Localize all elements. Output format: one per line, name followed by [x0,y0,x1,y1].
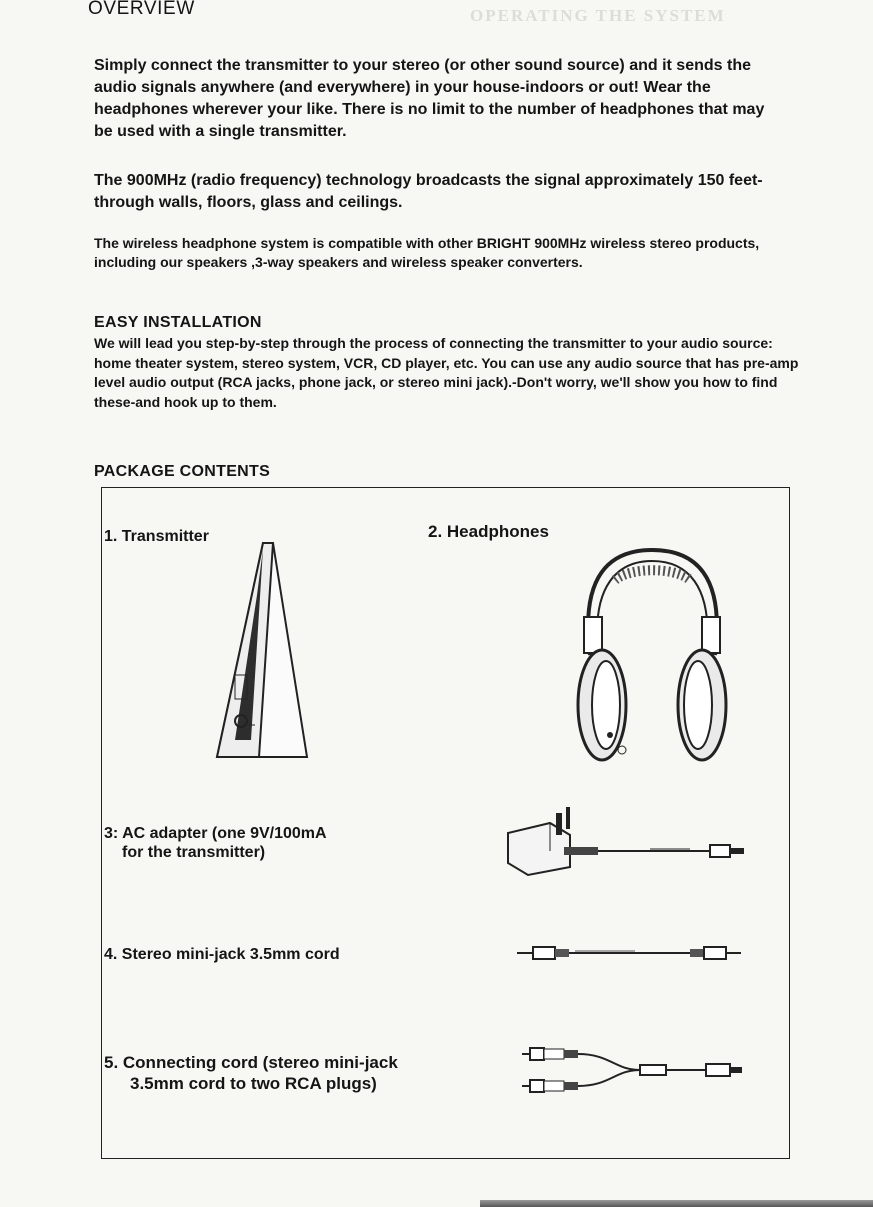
item-mini-jack-cord-label: 4. Stereo mini-jack 3.5mm cord [104,946,340,963]
scan-edge-shadow [480,1200,873,1207]
headphones-illustration [570,545,735,770]
item-ac-adapter-label-line1: 3: AC adapter (one 9V/100mA [104,825,327,842]
item-rca-cord-label-line2: 3.5mm cord to two RCA plugs) [130,1074,377,1093]
overview-paragraph-1: Simply connect the transmitter to your stereo (or other sound source) and it sends the audio signals anywhere (and everywhere) in your house-indoors or out! Wear the headphones wherever your like. There is no limit to the number of headphones that may be used with a single transmitter. [94,57,765,140]
overview-paragraph-2: The 900MHz (radio frequency) technology broadcasts the signal approximately 150 feet-through walls, floors, glass and ceilings. [94,172,763,211]
overview-paragraph-3: The wireless headphone system is compatible with other BRIGHT 900MHz wireless stereo products, including our speakers ,3-way speakers and wireless speaker converters. [94,235,760,270]
installation-paragraph: We will lead you step-by-step through the process of connecting the transmitter to your audio source: home theater system, stereo system, VCR, CD player, etc. You can use any audio source that has pre-amp level audio output (RCA jacks, phone jack, or stereo mini jack).-Don't worry, we'll show you how to find these-and hook up to them. [94,335,799,410]
ac-adapter-illustration [500,805,750,880]
item-transmitter-label: 1. Transmitter [104,528,209,545]
rca-cord-illustration [520,1040,745,1100]
bleed-through-text: OPERATING THE SYSTEM [470,6,726,25]
mini-jack-cord-illustration [515,940,745,966]
item-rca-cord-label-line1: 5. Connecting cord (stereo mini-jack [104,1053,398,1072]
overview-heading: OVERVIEW [88,0,195,19]
item-headphones-label: 2. Headphones [428,522,549,541]
transmitter-illustration [205,535,315,765]
item-ac-adapter-label-line2: for the transmitter) [122,844,266,861]
installation-heading: EASY INSTALLATION [94,314,262,331]
package-contents-heading: PACKAGE CONTENTS [94,463,271,480]
